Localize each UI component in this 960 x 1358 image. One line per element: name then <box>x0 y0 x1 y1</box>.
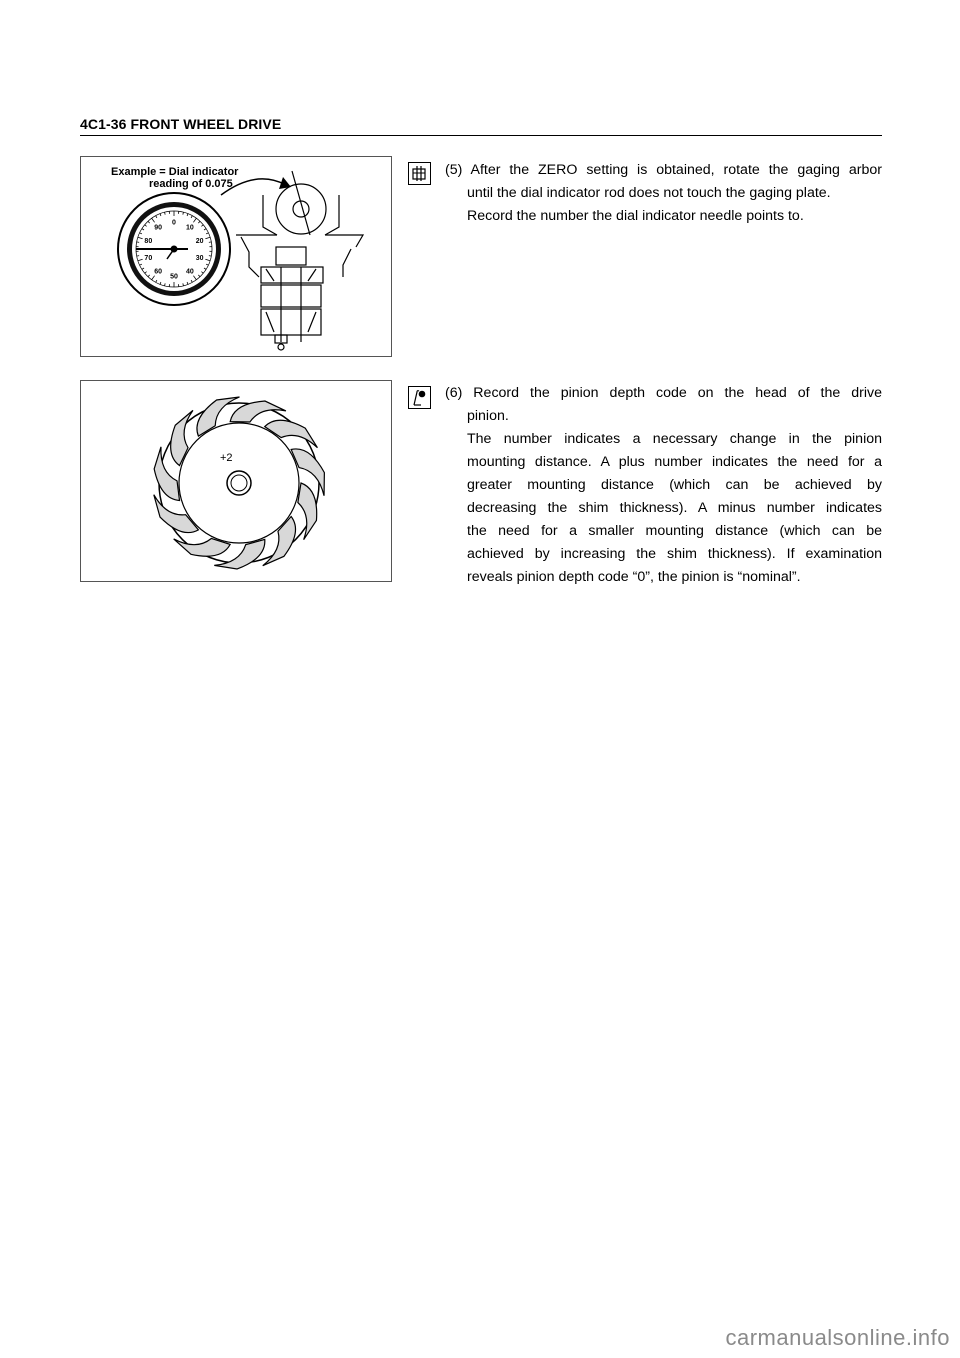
step-6-line2: pinion. <box>467 408 509 424</box>
pinion-gear <box>154 397 325 569</box>
pinion-depth-code: +2 <box>220 452 233 464</box>
dial-indicator-figure <box>80 156 392 357</box>
step-6-line6: decreasing the shim thickness). A minus number indicates <box>467 500 882 516</box>
page-title: 4C1-36 FRONT WHEEL DRIVE <box>80 116 282 132</box>
dial-number: 30 <box>195 254 204 262</box>
inspect-icon <box>408 386 431 409</box>
figure-caption-line2: reading of 0.075 <box>149 178 233 190</box>
step-5-line3: Record the number the dial indicator needle points to. <box>467 208 804 224</box>
dial-number: 20 <box>195 238 204 246</box>
measure-icon <box>408 162 431 185</box>
step-6-line1: (6) Record the pinion depth code on the head of the drive <box>445 385 882 401</box>
step-6-line3: The number indicates a necessary change in the pinion <box>467 431 882 447</box>
dial-number: 70 <box>144 254 153 262</box>
dial-number: 0 <box>172 219 176 227</box>
step-6 <box>445 382 882 589</box>
step-5-number: (5) <box>445 162 463 178</box>
step-6-line9: reveals pinion depth code “0”, the pinion is “nominal”. <box>467 569 801 585</box>
step-5-line2: until the dial indicator rod does not touch the gaging plate. <box>467 185 831 201</box>
dial-number: 40 <box>185 268 194 276</box>
step-6-line4: mounting distance. A plus number indicates the need for a <box>467 454 882 470</box>
drive-pinion-figure <box>80 380 392 582</box>
figure-caption-line1: Example = Dial indicator <box>111 166 239 178</box>
dial-number: 10 <box>185 224 194 232</box>
gaging-fixture <box>236 171 363 350</box>
dial-number: 60 <box>154 268 163 276</box>
dial-gauge <box>118 193 230 305</box>
step-5-line1: (5) After the ZERO setting is obtained, rotate the gaging arbor <box>445 162 882 178</box>
step-6-line7: the need for a smaller mounting distance (which can be <box>467 523 882 539</box>
dial-number: 90 <box>154 224 163 232</box>
step-5 <box>445 159 882 228</box>
dial-number: 80 <box>144 238 153 246</box>
watermark: carmanualsonline.info <box>725 1325 950 1350</box>
step-6-line8: achieved by increasing the shim thickness). If examination <box>467 546 882 562</box>
step-6-line5: greater mounting distance (which can be achieved by <box>467 477 882 493</box>
dial-number: 50 <box>170 273 178 281</box>
page-header <box>80 115 882 136</box>
